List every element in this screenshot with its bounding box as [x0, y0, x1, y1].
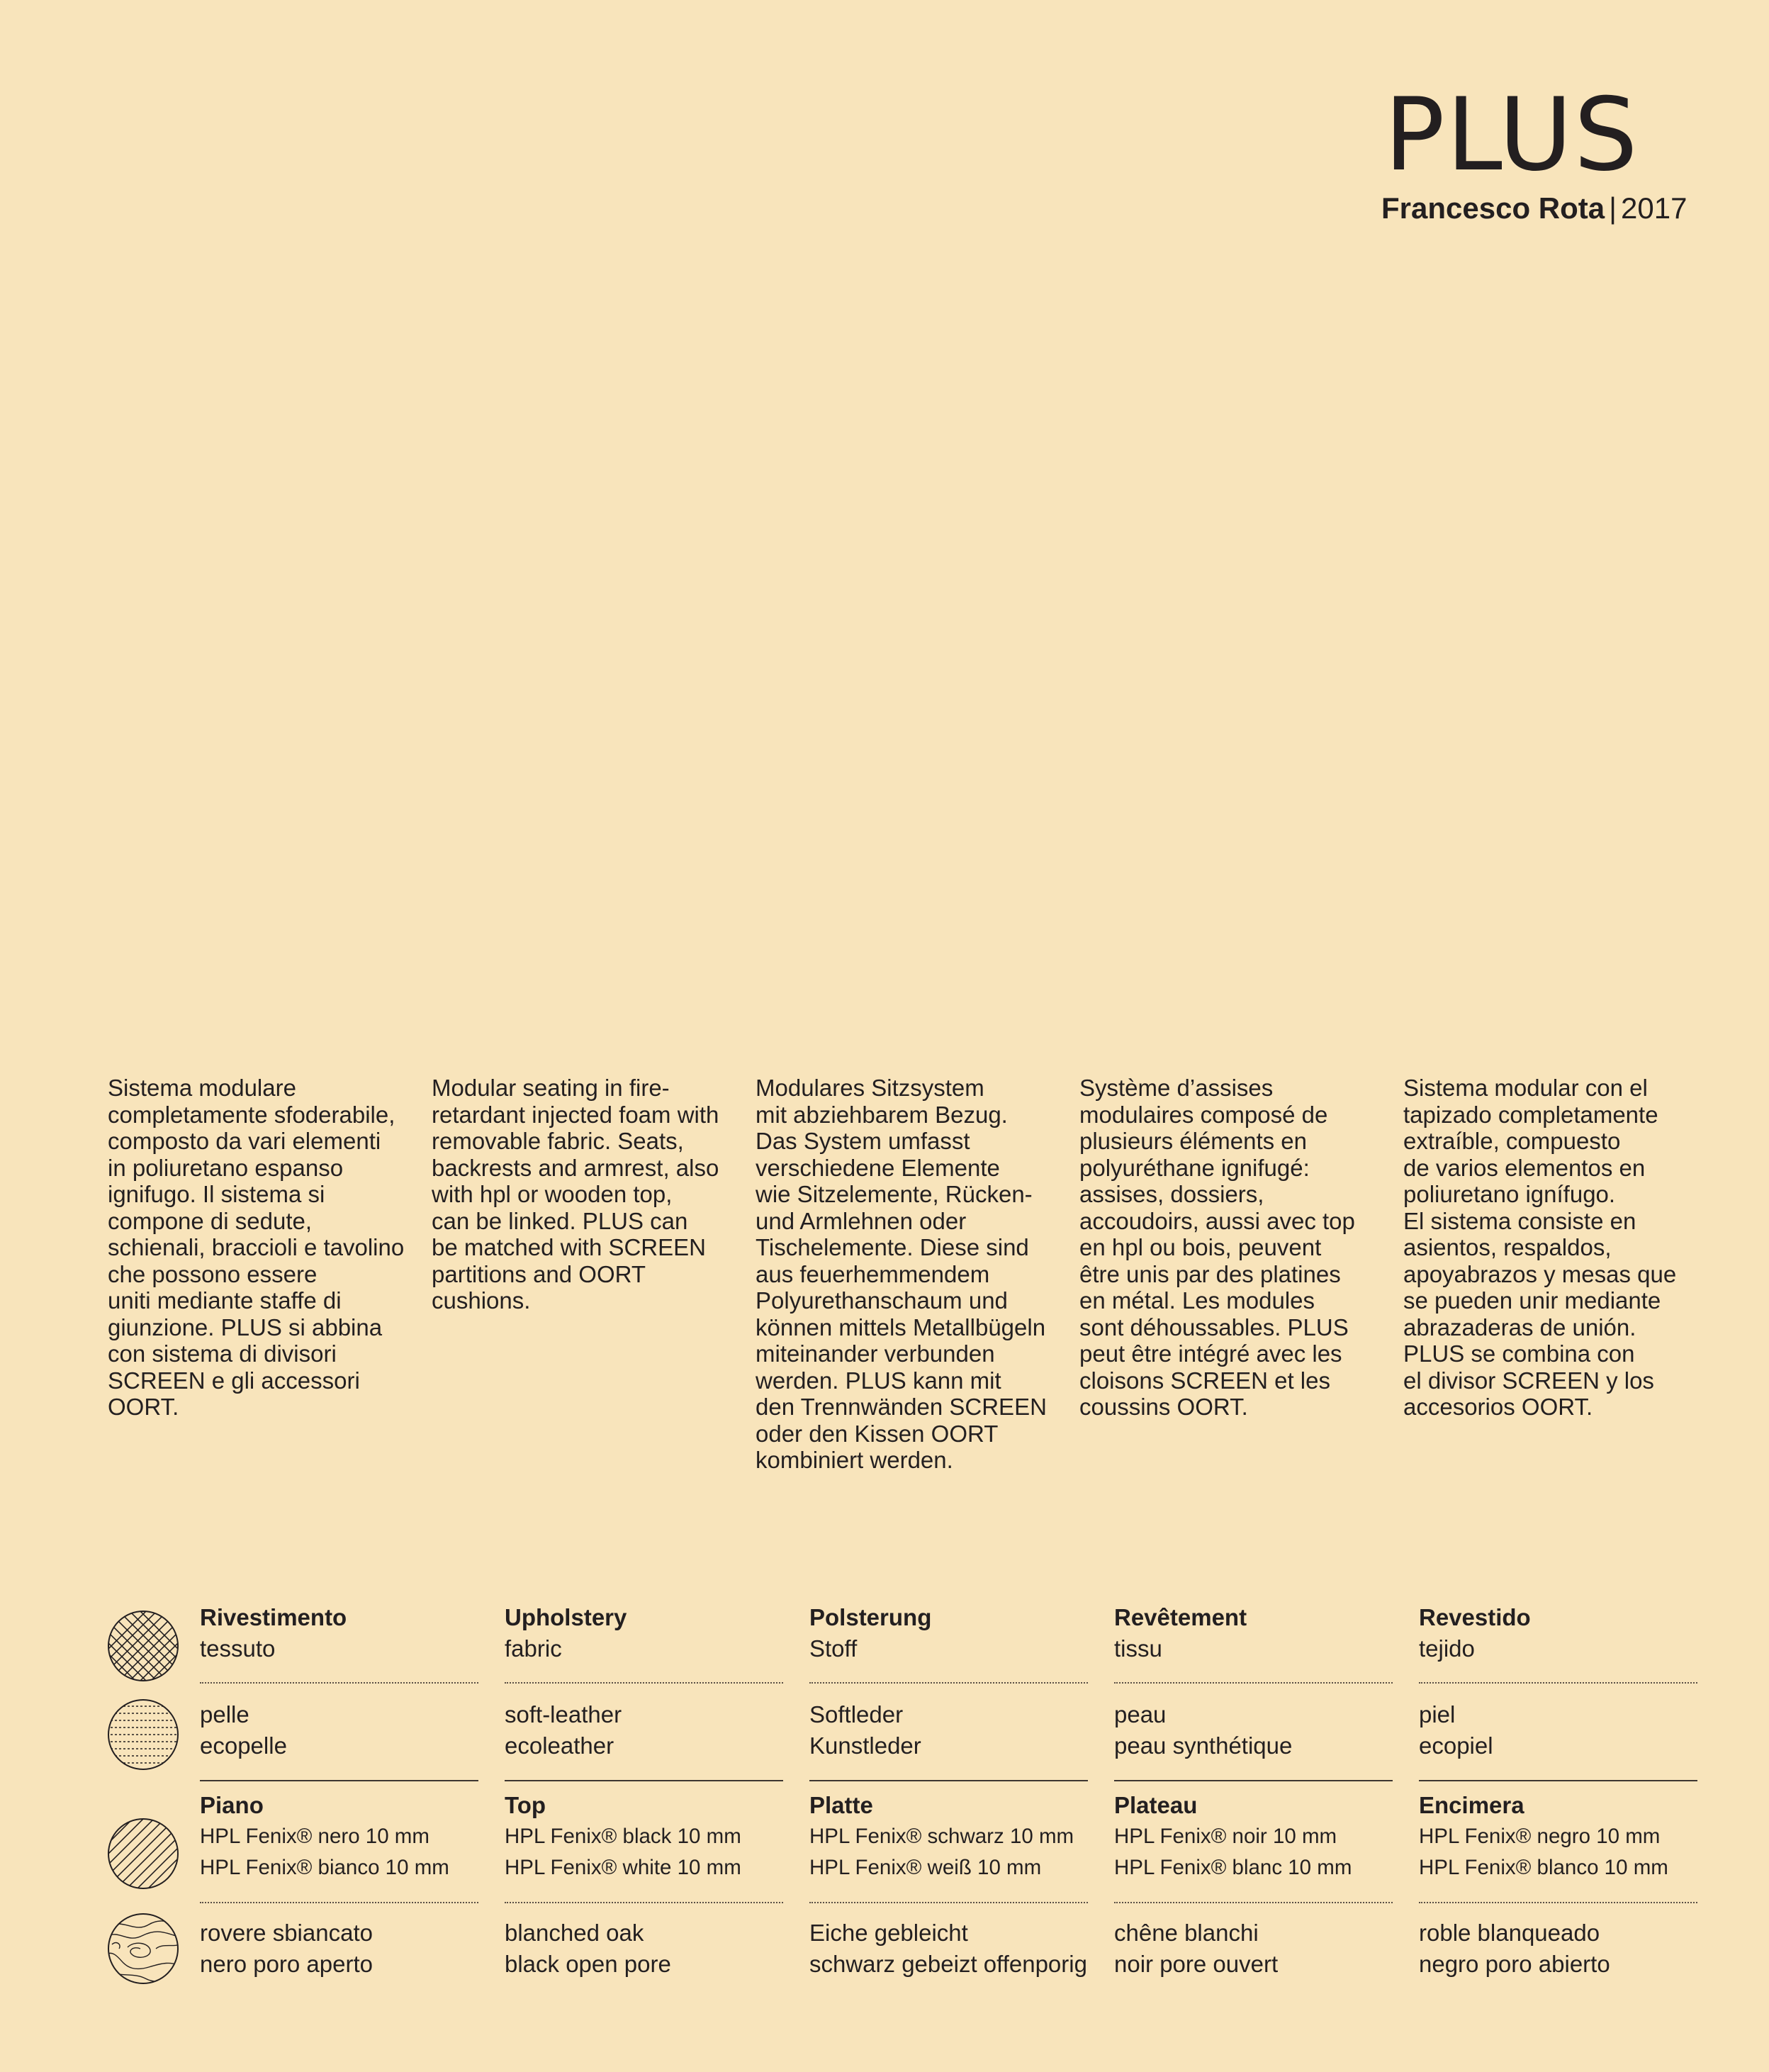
- header: [1381, 77, 1693, 225]
- hpl-white-label: HPL Fenix® blanco 10 mm: [1419, 1856, 1668, 1879]
- hpl-white-label: HPL Fenix® weiß 10 mm: [809, 1856, 1042, 1879]
- top-heading: Top: [505, 1792, 546, 1818]
- upholstery-columns: [200, 1602, 1724, 1781]
- description-german: Modulares Sitzsystem mit abziehbarem Bezug. Das System umfasst verschiedene Elemente wie Sitzelemente, Rücken- und Armlehnen oder Tischelemente. Diese sind aus feuerhemmendem Polyurethanschaum und können mittels Metallbügeln miteinander verbunden werden. PLUS kann mit den Trennwänden SCREEN oder den Kissen OORT kombiniert werden.: [756, 1075, 1047, 1473]
- upholstery-heading: Revestido: [1419, 1604, 1531, 1630]
- solid-divider: [809, 1780, 1088, 1781]
- dotted-divider: [1114, 1902, 1393, 1903]
- hpl-black-label: HPL Fenix® noir 10 mm: [1114, 1825, 1337, 1848]
- top-column-de: [809, 1790, 1114, 1980]
- oak-label: Eiche gebleicht: [809, 1920, 968, 1946]
- fabric-label: tejido: [1419, 1635, 1475, 1662]
- dotted-divider: [200, 1682, 478, 1684]
- leather-label: pelle: [200, 1701, 249, 1727]
- oak-label: roble blanqueado: [1419, 1920, 1600, 1946]
- dotted-divider: [809, 1902, 1088, 1903]
- ecoleather-label: ecopelle: [200, 1732, 287, 1759]
- wood-swatch-icon: [106, 1912, 180, 1986]
- ecoleather-label: ecoleather: [505, 1732, 614, 1759]
- fabric-label: fabric: [505, 1635, 562, 1662]
- black-pore-label: nero poro aperto: [200, 1951, 374, 1977]
- leather-label: soft-leather: [505, 1701, 622, 1727]
- hpl-black-label: HPL Fenix® negro 10 mm: [1419, 1825, 1661, 1848]
- description-columns: [108, 1075, 1727, 1474]
- upholstery-column-en: [505, 1602, 809, 1781]
- solid-divider: [505, 1780, 783, 1781]
- fabric-swatch-icon: [106, 1609, 180, 1683]
- description-english: Modular seating in fire- retardant injected foam with removable fabric. Seats, backrests and armrest, also with hpl or wooden top, can be linked. PLUS can be matched with SCREEN partitions and OORT cushions.: [432, 1075, 719, 1314]
- oak-label: chêne blanchi: [1114, 1920, 1259, 1946]
- leather-label: piel: [1419, 1701, 1456, 1727]
- hpl-black-label: HPL Fenix® schwarz 10 mm: [809, 1825, 1074, 1848]
- dotted-divider: [1419, 1902, 1697, 1903]
- oak-label: blanched oak: [505, 1920, 644, 1946]
- top-heading: Platte: [809, 1792, 873, 1818]
- year: 2017: [1621, 191, 1687, 225]
- top-column-it: [200, 1790, 505, 1980]
- upholstery-column-de: [809, 1602, 1114, 1781]
- top-column-fr: [1114, 1790, 1419, 1980]
- top-columns: [200, 1790, 1724, 1980]
- ecoleather-label: peau synthétique: [1114, 1732, 1293, 1759]
- designer-line: [1381, 191, 1693, 225]
- upholstery-heading: Rivestimento: [200, 1604, 347, 1630]
- top-column-en: [505, 1790, 809, 1980]
- leather-label: Softleder: [809, 1701, 904, 1727]
- product-title: PLUS: [1384, 77, 1639, 194]
- dotted-divider: [1114, 1682, 1393, 1684]
- top-column-es: [1419, 1790, 1724, 1980]
- black-pore-label: black open pore: [505, 1951, 671, 1977]
- top-heading: Encimera: [1419, 1792, 1524, 1818]
- upholstery-heading: Polsterung: [809, 1604, 932, 1630]
- black-pore-label: schwarz gebeizt offenporig: [809, 1951, 1087, 1977]
- leather-label: peau: [1114, 1701, 1167, 1727]
- top-heading: Plateau: [1114, 1792, 1198, 1818]
- upholstery-heading: Upholstery: [505, 1604, 627, 1630]
- hpl-black-label: HPL Fenix® black 10 mm: [505, 1825, 741, 1848]
- fabric-label: tessuto: [200, 1635, 276, 1662]
- dotted-divider: [200, 1902, 478, 1903]
- black-pore-label: negro poro abierto: [1419, 1951, 1610, 1977]
- fabric-label: Stoff: [809, 1635, 858, 1662]
- dotted-divider: [1419, 1682, 1697, 1684]
- fabric-label: tissu: [1114, 1635, 1162, 1662]
- hpl-white-label: HPL Fenix® white 10 mm: [505, 1856, 741, 1879]
- description-italian: Sistema modulare completamente sfoderabile, composto da vari elementi in poliuretano espanso ignifugo. Il sistema si compone di sedute, schienali, braccioli e tavolino che possono essere uniti mediante staffe di giunzione. PLUS si abbina con sistema di divisori SCREEN e gli accessori OORT.: [108, 1075, 405, 1420]
- description-spanish: Sistema modular con el tapizado completamente extraíble, compuesto de varios elementos en poliuretano ignífugo. El sistema consiste en asientos, respaldos, apoyabrazos y mesas que se pueden unir mediante abrazaderas de unión. PLUS se combina con el divisor SCREEN y los accesorios OORT.: [1403, 1075, 1677, 1420]
- oak-label: rovere sbiancato: [200, 1920, 373, 1946]
- leather-swatch-icon: [106, 1698, 180, 1771]
- dotted-divider: [505, 1682, 783, 1684]
- hpl-white-label: HPL Fenix® bianco 10 mm: [200, 1856, 449, 1879]
- upholstery-column-fr: [1114, 1602, 1419, 1781]
- description-french: Système d’assises modulaires composé de plusieurs éléments en polyuréthane ignifugé: assises, dossiers, accoudoirs, aussi avec top en hpl ou bois, peuvent être unis par des platines en métal. Les modules sont déhoussables. PLUS peut être intégré avec les cloisons SCREEN et les coussins OORT.: [1079, 1075, 1355, 1420]
- hpl-swatch-icon: [106, 1817, 180, 1891]
- solid-divider: [1419, 1780, 1697, 1781]
- ecoleather-label: ecopiel: [1419, 1732, 1493, 1759]
- hpl-white-label: HPL Fenix® blanc 10 mm: [1114, 1856, 1352, 1879]
- hpl-black-label: HPL Fenix® nero 10 mm: [200, 1825, 429, 1848]
- upholstery-column-it: [200, 1602, 505, 1781]
- designer-name: Francesco Rota: [1381, 191, 1605, 225]
- black-pore-label: noir pore ouvert: [1114, 1951, 1279, 1977]
- upholstery-column-es: [1419, 1602, 1724, 1781]
- solid-divider: [1114, 1780, 1393, 1781]
- separator: |: [1609, 191, 1617, 225]
- upholstery-heading: Revêtement: [1114, 1604, 1247, 1630]
- dotted-divider: [809, 1682, 1088, 1684]
- solid-divider: [200, 1780, 478, 1781]
- top-heading: Piano: [200, 1792, 264, 1818]
- ecoleather-label: Kunstleder: [809, 1732, 921, 1759]
- dotted-divider: [505, 1902, 783, 1903]
